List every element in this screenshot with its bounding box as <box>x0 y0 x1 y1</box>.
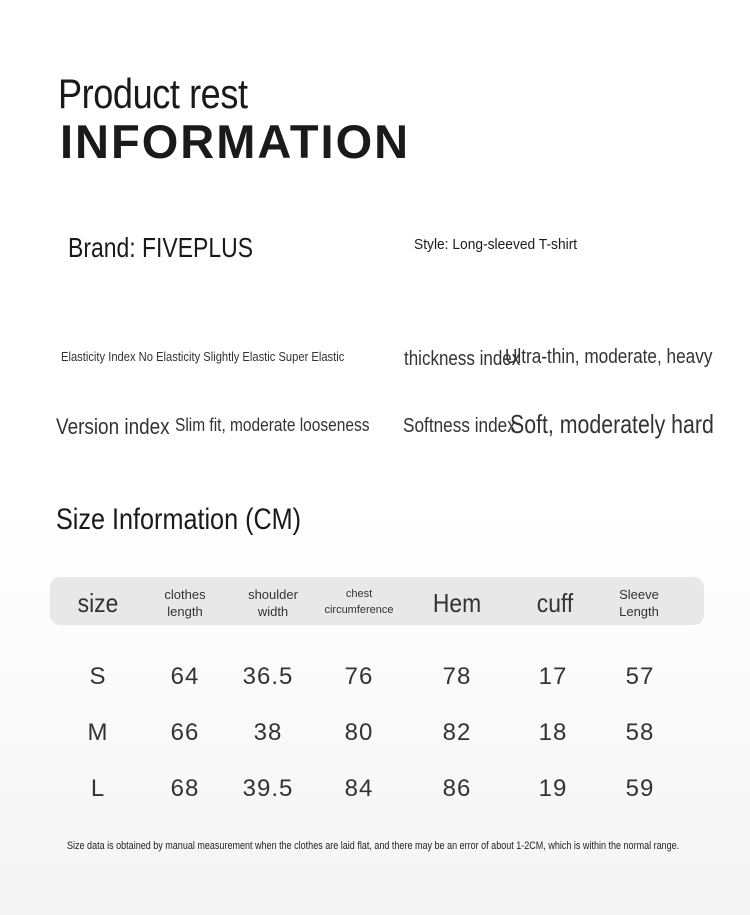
cell-chest: 84 <box>344 775 374 802</box>
softness-label: Softness index <box>403 415 516 437</box>
cell-shoulder-width: 38 <box>253 719 283 746</box>
cell-hem: 82 <box>442 719 472 746</box>
style-text: Style: Long-sleeved T-shirt <box>414 236 578 253</box>
cell-clothes-length: 66 <box>170 719 200 746</box>
softness-value: Soft, moderately hard <box>510 409 714 439</box>
size-info-title: Size Information (CM) <box>56 503 302 536</box>
header-shoulder-width-line1: shoulder <box>248 587 298 602</box>
header-clothes-length-line1: clothes <box>164 587 206 602</box>
cell-shoulder-width: 39.5 <box>242 775 294 802</box>
table-row <box>0 663 750 693</box>
cell-chest: 76 <box>344 663 374 690</box>
thickness-label: thickness index <box>404 348 521 370</box>
header-chest-circumference <box>324 586 393 618</box>
cell-sleeve-length: 59 <box>625 775 655 802</box>
cell-size: L <box>90 775 106 802</box>
cell-shoulder-width: 36.5 <box>242 663 294 690</box>
cell-size: M <box>87 719 109 746</box>
cell-hem: 86 <box>442 775 472 802</box>
cell-size: S <box>89 663 107 690</box>
header-sleeve-line1: Sleeve <box>619 587 659 602</box>
thickness-value: Ultra-thin, moderate, heavy <box>505 346 713 368</box>
cell-hem: 78 <box>442 663 472 690</box>
header-sleeve-line2: Length <box>619 604 659 619</box>
cell-clothes-length: 64 <box>170 663 200 690</box>
cell-chest: 80 <box>344 719 374 746</box>
header-hem: Hem <box>432 588 482 618</box>
header-clothes-length-line2: length <box>167 604 203 619</box>
measurement-note: Size data is obtained by manual measurement when the clothes are laid flat, and there may be an error of about 1-2CM, which is within the normal range. <box>67 840 680 852</box>
table-row <box>0 775 750 805</box>
header-chest-line2: circumference <box>324 604 394 616</box>
brand-text: Brand: FIVEPLUS <box>68 232 254 263</box>
table-row <box>0 719 750 749</box>
cell-clothes-length: 68 <box>170 775 200 802</box>
cell-cuff: 19 <box>538 775 568 802</box>
version-value: Slim fit, moderate looseness <box>175 415 370 435</box>
heading-line2: INFORMATION <box>60 115 411 168</box>
header-sleeve-length <box>619 586 659 620</box>
header-chest-line1: chest <box>345 588 373 600</box>
cell-cuff: 18 <box>538 719 568 746</box>
cell-cuff: 17 <box>538 663 568 690</box>
header-shoulder-width <box>248 586 298 620</box>
version-label: Version index <box>56 414 170 439</box>
cell-sleeve-length: 58 <box>625 719 655 746</box>
header-cuff: cuff <box>536 588 574 618</box>
header-clothes-length <box>164 586 205 620</box>
cell-sleeve-length: 57 <box>625 663 655 690</box>
heading-line1: Product rest <box>58 70 248 117</box>
header-size: size <box>77 588 119 618</box>
elasticity-index: Elasticity Index No Elasticity Slightly Elastic Super Elastic <box>61 349 345 364</box>
header-shoulder-width-line2: width <box>257 604 289 619</box>
